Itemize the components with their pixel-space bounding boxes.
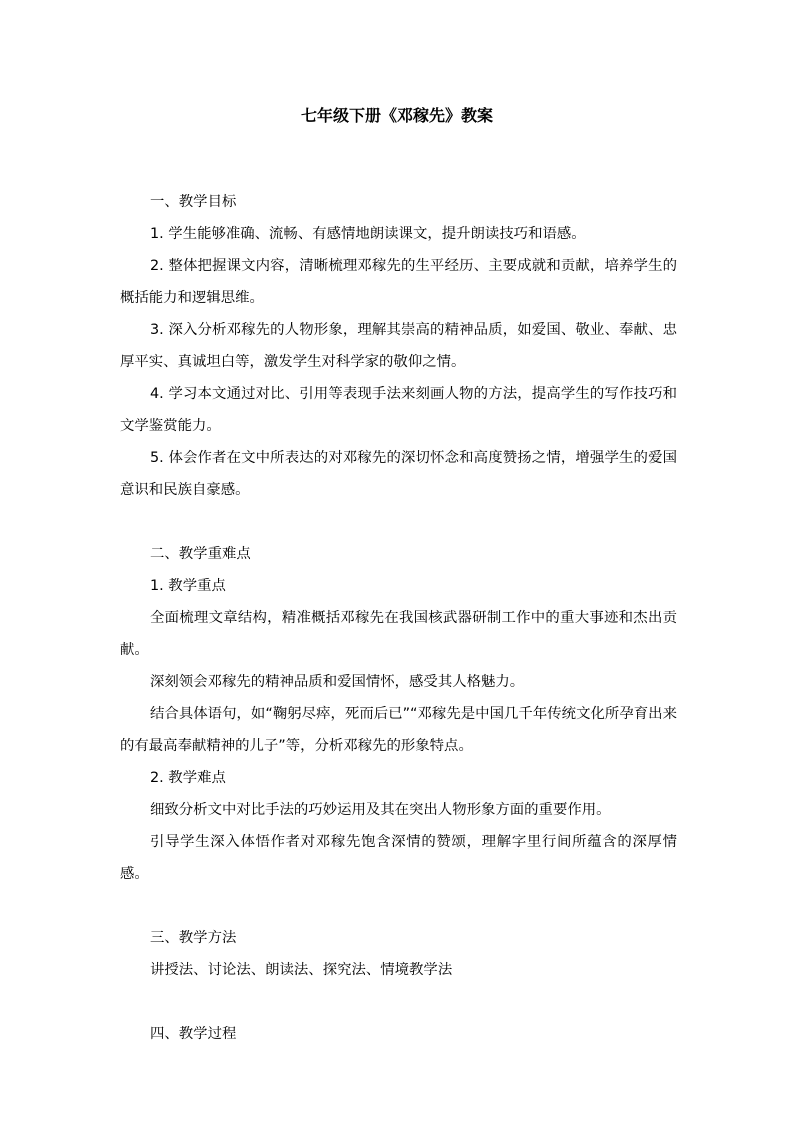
document-body [120, 186, 677, 1050]
difficulty-item-2: 引导学生深入体悟作者对邓稼先饱含深情的赞颂，理解字里行间所蕴含的深厚情感。 [120, 834, 677, 882]
difficulty-item-1: 细致分析文中对比手法的巧妙运用及其在突出人物形象方面的重要作用。 [150, 802, 611, 818]
section-heading-objectives: 一、教学目标 [150, 194, 237, 210]
key-point-item-3: 结合具体语句，如“鞠躬尽瘁，死而后已”“邓稼先是中国几千年传统文化所孕育出来的有最高奉献精神的儿子”等，分析邓稼先的形象特点。 [120, 706, 677, 754]
methods-body: 讲授法、讨论法、朗读法、探究法、情境教学法 [150, 962, 453, 978]
document-title: 七年级下册《邓稼先》教案 [300, 106, 493, 125]
objective-item-1: 1. 学生能够准确、流畅、有感情地朗读课文，提升朗读技巧和语感。 [150, 226, 586, 242]
objective-item-5: 5. 体会作者在文中所表达的对邓稼先的深切怀念和高度赞扬之情，增强学生的爱国意识和民族自豪感。 [120, 450, 677, 498]
objective-item-2: 2. 整体把握课文内容，清晰梳理邓稼先的生平经历、主要成就和贡献，培养学生的概括能力和逻辑思维。 [120, 258, 677, 306]
objective-item-3: 3. 深入分析邓稼先的人物形象，理解其崇高的精神品质，如爱国、敬业、奉献、忠厚平实、真诚坦白等，激发学生对科学家的敬仰之情。 [120, 322, 677, 370]
objective-item-4: 4. 学习本文通过对比、引用等表现手法来刻画人物的方法，提高学生的写作技巧和文学鉴赏能力。 [120, 386, 677, 434]
subheading-difficulties: 2. 教学难点 [150, 770, 226, 786]
section-gap [120, 890, 677, 922]
key-point-item-2: 深刻领会邓稼先的精神品质和爱国情怀，感受其人格魅力。 [150, 674, 525, 690]
section-gap [120, 506, 677, 538]
section-heading-methods: 三、教学方法 [150, 930, 237, 946]
section-gap [120, 986, 677, 1018]
key-point-item-1: 全面梳理文章结构，精准概括邓稼先在我国核武器研制工作中的重大事迹和杰出贡献。 [120, 610, 677, 658]
section-heading-process: 四、教学过程 [150, 1026, 237, 1042]
subheading-key-points: 1. 教学重点 [150, 578, 226, 594]
section-heading-key-points: 二、教学重难点 [150, 546, 251, 562]
